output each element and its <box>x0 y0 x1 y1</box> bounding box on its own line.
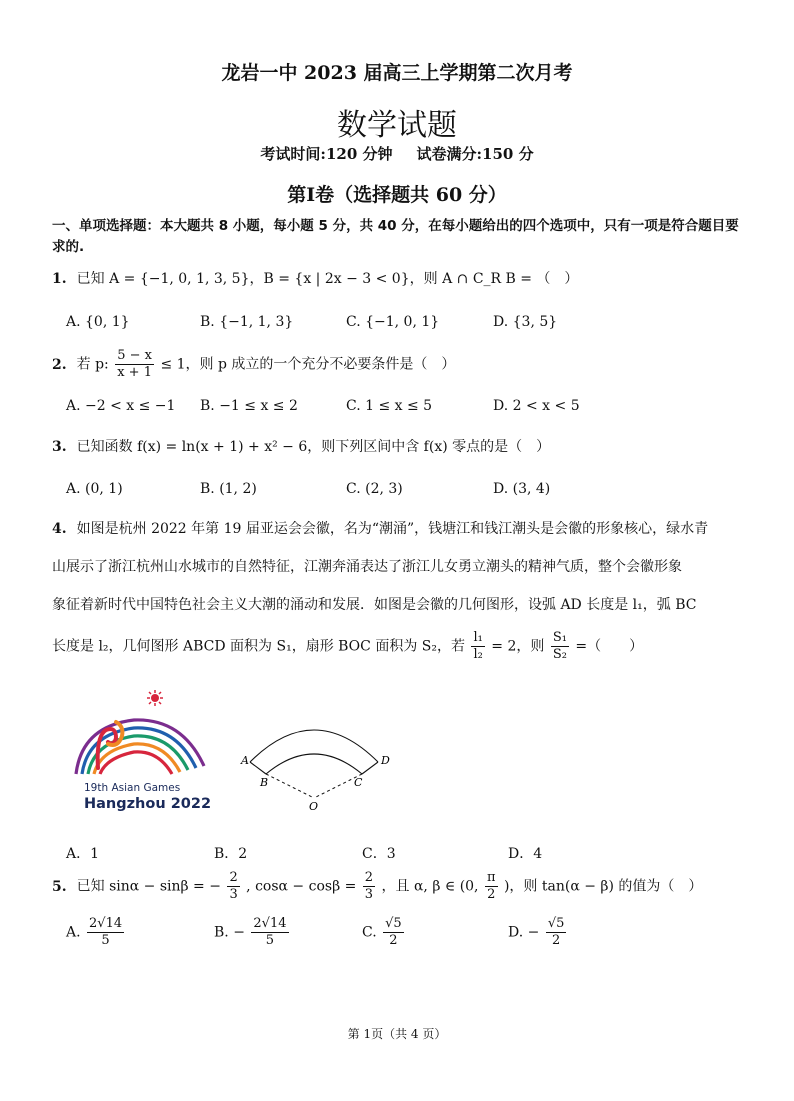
question-text: , cosα − cosβ = <box>246 878 357 895</box>
question-number: 3. <box>52 439 67 455</box>
option-c: C. {−1, 0, 1} <box>346 314 440 330</box>
label-a: A <box>241 754 249 767</box>
option-a: A. {0, 1} <box>66 314 130 330</box>
option-c <box>362 916 406 949</box>
fraction <box>485 870 498 903</box>
option-sign: − <box>233 924 245 941</box>
question-1 <box>52 268 578 288</box>
option-c: C．3 <box>362 846 396 862</box>
question-text: 已知 sinα − sinβ = − <box>76 878 221 895</box>
option-label: C. <box>362 924 377 941</box>
numerator: π <box>486 870 496 885</box>
option-d: D. {3, 5} <box>493 314 558 330</box>
fraction <box>546 916 567 949</box>
option-d: D. 2 < x < 5 <box>493 398 580 414</box>
numerator: 5 − x <box>117 348 152 363</box>
denominator: x + 1 <box>117 365 152 380</box>
option-a <box>66 916 126 949</box>
numerator: 2√14 <box>253 916 287 931</box>
option-sign: − <box>527 924 540 941</box>
question-5 <box>52 870 702 903</box>
question-stem-pre: 若 p: <box>76 356 109 373</box>
numerator: 2 <box>364 870 374 885</box>
option-a: A. (0, 1) <box>66 481 123 497</box>
option-b: B. −1 ≤ x ≤ 2 <box>200 398 298 414</box>
option-d: D．4 <box>508 846 543 862</box>
exam-title: 龙岩一中 2023 届高三上学期第二次月考 <box>221 62 573 84</box>
question-4-line-4 <box>52 630 643 663</box>
label-o: O <box>309 800 319 812</box>
numerator: √5 <box>385 916 402 931</box>
segment-ab <box>250 762 266 774</box>
fraction <box>363 870 375 903</box>
asian-games-logo <box>72 686 212 816</box>
option-c: C. 1 ≤ x ≤ 5 <box>346 398 433 414</box>
logo-emblem-icon <box>72 686 212 782</box>
question-number: 2. <box>52 356 67 373</box>
numerator: S₁ <box>552 630 567 645</box>
segment-dc <box>362 762 378 774</box>
question-2 <box>52 348 455 381</box>
denominator: 2 <box>487 887 496 902</box>
arc-ad <box>250 730 378 762</box>
denominator: 2 <box>389 933 398 948</box>
question-stem: 已知函数 f(x) = ln(x + 1) + x² − 6，则下列区间中含 f(x) 零点的是（ ） <box>76 439 551 455</box>
fraction <box>383 916 404 949</box>
exam-score: 试卷满分:150 分 <box>416 145 534 163</box>
exam-info <box>0 143 794 164</box>
option-b: B. (1, 2) <box>200 481 257 497</box>
label-c: C <box>354 776 363 789</box>
option-b <box>214 916 291 949</box>
option-b: B. {−1, 1, 3} <box>200 314 294 330</box>
option-label: B. <box>214 924 229 941</box>
denominator: 2 <box>551 933 561 948</box>
denominator: 3 <box>229 887 238 902</box>
question-number: 4. <box>52 521 67 537</box>
numerator: 2 <box>229 870 238 885</box>
label-d: D <box>381 754 390 767</box>
question-stem-post: ≤ 1，则 p 成立的一个充分不必要条件是（ ） <box>160 356 456 373</box>
segment-bo <box>266 774 314 798</box>
option-a: A．1 <box>66 846 100 862</box>
section-instruction: 一、单项选择题：本大题共 8 小题，每小题 5 分，共 40 分，在每小题给出的四个选项中，只有一项是符合题目要求的. <box>52 218 739 255</box>
question-text: = 2，则 <box>491 638 545 655</box>
exam-time: 考试时间:120 分钟 <box>260 145 393 163</box>
fraction <box>251 916 288 949</box>
logo-caption: 19th Asian Games <box>84 782 181 794</box>
question-4-line-1 <box>52 518 708 538</box>
denominator: l₂ <box>473 647 483 662</box>
fraction <box>227 870 239 903</box>
fraction <box>115 348 154 381</box>
question-4-line-2: 山展示了浙江杭州山水城市的自然特征，江潮奔涌表达了浙江儿女勇立潮头的精神气质，整个会徽形象 <box>52 559 682 575</box>
numerator: l₁ <box>473 630 483 645</box>
denominator: 5 <box>101 933 110 948</box>
sector-figure <box>236 712 396 812</box>
option-label: A. <box>66 924 81 941</box>
fraction <box>551 630 569 663</box>
option-d: D. (3, 4) <box>493 481 551 497</box>
option-a: A. −2 < x ≤ −1 <box>66 398 176 414</box>
question-text: 如图是杭州 2022 年第 19 届亚运会会徽，名为“潮涌”，钱塘江和钱江潮头是会徽的形象核心，绿水青 <box>76 521 709 537</box>
fraction <box>87 916 124 949</box>
subject-title: 数学试题 <box>337 108 457 143</box>
sun-icon <box>147 690 163 706</box>
denominator: 3 <box>364 887 374 902</box>
arc-bc <box>266 754 362 774</box>
fraction <box>471 630 484 663</box>
question-text: =（ ） <box>575 638 644 655</box>
question-number: 1. <box>52 271 67 287</box>
numerator: 2√14 <box>89 916 123 931</box>
option-b: B．2 <box>214 846 248 862</box>
question-text: 长度是 l₂，几何图形 ABCD 面积为 S₁，扇形 BOC 面积为 S₂，若 <box>52 638 465 655</box>
question-3 <box>52 436 550 456</box>
denominator: 5 <box>265 933 275 948</box>
denominator: S₂ <box>552 647 567 662</box>
option-c: C. (2, 3) <box>346 481 403 497</box>
option-d <box>508 916 568 949</box>
section-title: 第Ⅰ卷（选择题共 60 分） <box>287 184 507 206</box>
logo-title: Hangzhou 2022 <box>84 796 212 812</box>
question-number: 5. <box>52 878 67 895</box>
page-footer: 第 1页（共 4 页） <box>347 1027 447 1041</box>
label-b: B <box>260 776 269 789</box>
question-text: ，且 α, β ∈ (0, <box>381 878 479 895</box>
question-stem: 已知 A = {−1, 0, 1, 3, 5}，B = {x | 2x − 3 < 0}，则 A ∩ C_R B = （ ） <box>76 271 579 287</box>
numerator: √5 <box>547 916 565 931</box>
option-label: D. <box>508 924 524 941</box>
question-text: )，则 tan(α − β) 的值为（ ） <box>503 878 703 895</box>
sector-diagram <box>236 712 396 812</box>
question-4-line-3: 象征着新时代中国特色社会主义大潮的涌动和发展．如图是会徽的几何图形，设弧 AD 长度是 l₁，弧 BC <box>52 597 697 613</box>
